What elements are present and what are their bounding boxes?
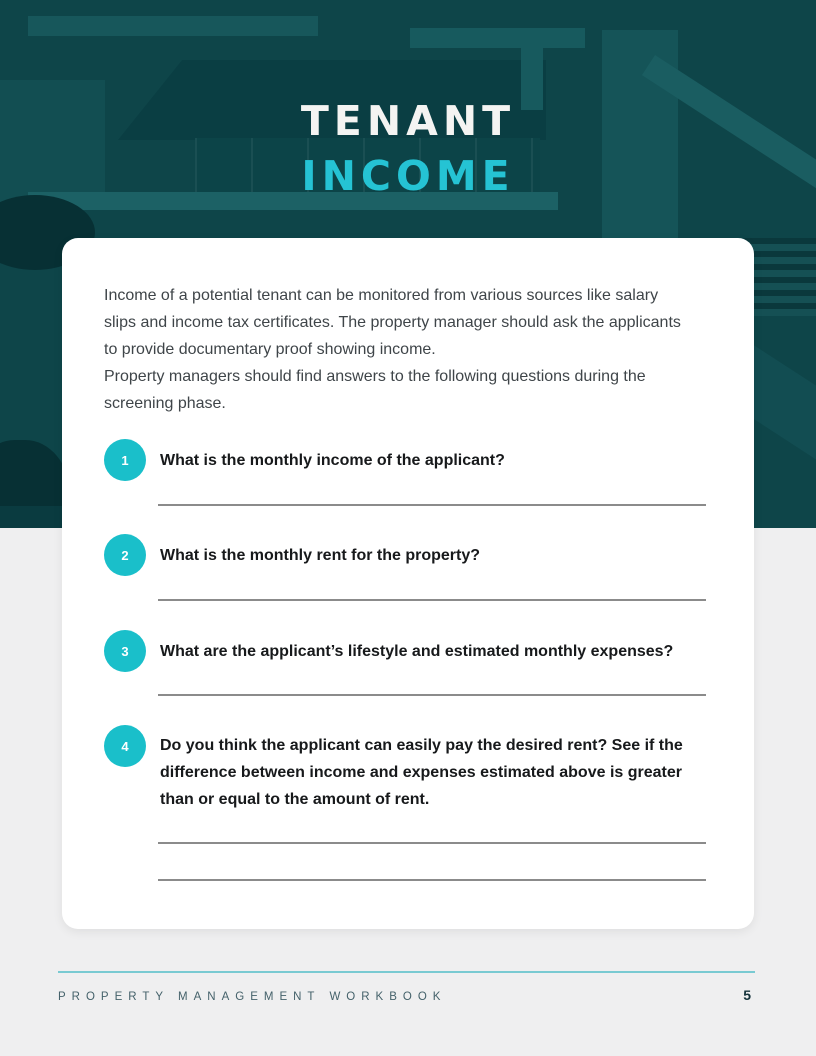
page-title-line-1: TENANT	[300, 97, 516, 145]
answer-line	[158, 599, 706, 601]
question-text: What is the monthly rent for the property?	[160, 546, 481, 564]
intro-paragraph-2: Property managers should find answers to the following questions during the screening phase.	[104, 368, 646, 412]
content-card	[62, 238, 754, 929]
question-number-badge: 4	[104, 725, 146, 767]
intro-text	[104, 282, 712, 417]
answer-line	[158, 842, 706, 844]
question-number-badge: 3	[104, 630, 146, 672]
question-item-1	[104, 439, 712, 481]
answer-line	[158, 694, 706, 696]
page-footer	[58, 971, 755, 1003]
question-text: What is the monthly income of the applicant?	[160, 451, 505, 469]
question-item-3	[104, 630, 712, 672]
house-beam-shape	[28, 16, 318, 36]
question-text: What are the applicant’s lifestyle and estimated monthly expenses?	[160, 642, 674, 660]
answer-line	[158, 879, 706, 881]
question-number-badge: 2	[104, 534, 146, 576]
page-title	[0, 94, 816, 204]
question-number-badge: 1	[104, 439, 146, 481]
footer-title: PROPERTY MANAGEMENT WORKBOOK	[58, 991, 447, 1003]
answer-line	[158, 504, 706, 506]
question-text: Do you think the applicant can easily pay the desired rent? See if the difference between income and expenses estimated above is greater than or equal to the amount of rent.	[160, 737, 683, 808]
intro-paragraph-1: Income of a potential tenant can be monitored from various sources like salary slips and income tax certificates. The property manager should ask the applicants to provide documentary proof showing income.	[104, 287, 681, 358]
page-title-line-2: INCOME	[301, 152, 515, 200]
question-item-2	[104, 534, 712, 576]
house-railing-shape	[744, 238, 816, 316]
question-item-4	[104, 725, 712, 813]
page-number: 5	[743, 987, 751, 1003]
footer-row	[58, 987, 755, 1003]
house-frame-shape	[410, 28, 585, 48]
